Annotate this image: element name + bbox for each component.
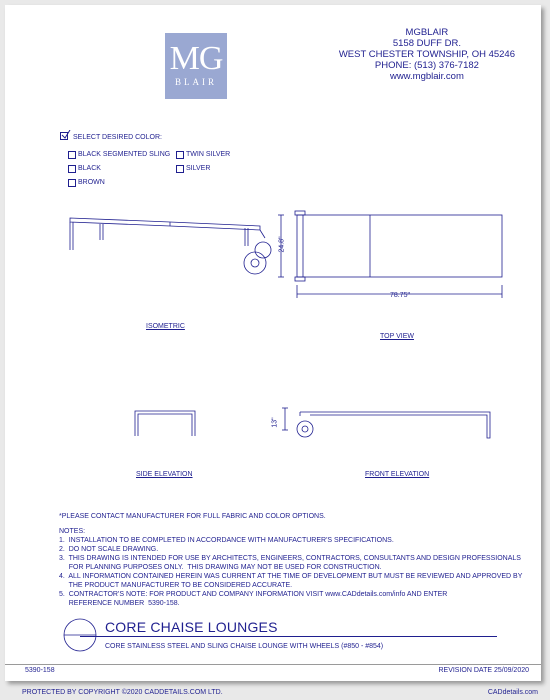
color-heading: SELECT DESIRED COLOR: <box>73 134 162 141</box>
checkbox-black[interactable] <box>68 165 76 173</box>
logo-subtext: BLAIR <box>175 77 217 87</box>
note-line: THE PRODUCT MANUFACTURER TO BE CONSIDERED ACCURATE. <box>59 582 293 589</box>
title-rule <box>80 636 497 637</box>
bottom-border <box>5 664 541 665</box>
contact-note: *PLEASE CONTACT MANUFACTURER FOR FULL FABRIC AND COLOR OPTIONS. <box>59 513 326 520</box>
option-label: BLACK SEGMENTED SLING <box>78 151 171 158</box>
copyright-text: PROTECTED BY COPYRIGHT ©2020 CADDETAILS.COM LTD. <box>22 689 223 696</box>
isometric-label: ISOMETRIC <box>146 323 185 330</box>
footer-site-link[interactable]: CADdetails.com <box>487 689 538 696</box>
note-line: REFERENCE NUMBER 5390-158. <box>59 600 180 607</box>
reference-number: 5390-158 <box>25 667 55 674</box>
front-elevation-label: FRONT ELEVATION <box>365 471 430 478</box>
checkbox-twin-silver[interactable] <box>176 151 184 159</box>
checkbox-silver[interactable] <box>176 165 184 173</box>
checkmark-icon <box>60 130 70 140</box>
top-view-label: TOP VIEW <box>380 333 414 340</box>
drawing-subtitle: CORE STAINLESS STEEL AND SLING CHAISE LOUNGE WITH WHEELS (#850 - #854) <box>105 643 384 650</box>
company-name: MGBLAIR <box>405 27 449 38</box>
company-website[interactable]: www.mgblair.com <box>389 71 464 82</box>
isometric-drawing <box>60 210 275 285</box>
length-dimension: 78.75" <box>390 292 411 299</box>
company-phone: PHONE: (513) 376-7182 <box>374 60 479 71</box>
option-label: SILVER <box>186 165 211 172</box>
company-info <box>339 27 515 82</box>
note-line: FOR PLANNING PURPOSES ONLY. THIS DRAWING MAY NOT BE USED FOR CONSTRUCTION. <box>59 564 382 571</box>
option-label: BLACK <box>78 165 101 172</box>
revision-date: REVISION DATE 25/09/2020 <box>438 667 529 674</box>
company-address: 5158 DUFF DR. <box>392 38 461 49</box>
note-line: 3. THIS DRAWING IS INTENDED FOR USE BY ARCHITECTS, ENGINEERS, CONTRACTORS, CONSULTANTS AND DESIGN PROFESSIONALS <box>59 555 521 562</box>
notes-block <box>59 527 522 608</box>
height-dimension: 13" <box>271 417 279 428</box>
note-line: 4. ALL INFORMATION CONTAINED HEREIN WAS CURRENT AT THE TIME OF DEVELOPMENT BUT MUST BE REVIEWED AND APPROVED BY <box>59 573 523 580</box>
checkbox-brown[interactable] <box>68 179 76 187</box>
checkbox-black-segmented-sling[interactable] <box>68 151 76 159</box>
notes-heading: NOTES: <box>59 528 86 535</box>
logo-mark: MG <box>169 40 223 77</box>
drawing-title: CORE CHAISE LOUNGES <box>105 619 278 635</box>
width-dimension: 24.8" <box>278 236 286 253</box>
top-view-drawing <box>275 205 515 305</box>
option-label: BROWN <box>78 179 105 186</box>
note-line: 2. DO NOT SCALE DRAWING. <box>59 546 159 553</box>
company-logo <box>165 33 227 99</box>
side-elevation-label: SIDE ELEVATION <box>136 471 193 478</box>
note-line: 5. CONTRACTOR'S NOTE: FOR PRODUCT AND COMPANY INFORMATION VISIT www.CADdetails.com/info AND ENTER <box>59 591 448 598</box>
drawing-sheet <box>5 5 541 681</box>
company-city: WEST CHESTER TOWNSHIP, OH 45246 <box>338 49 515 60</box>
front-elevation-drawing <box>270 400 505 445</box>
note-line: 1. INSTALLATION TO BE COMPLETED IN ACCORDANCE WITH MANUFACTURER'S SPECIFICATIONS. <box>59 537 394 544</box>
side-elevation-drawing <box>130 403 205 443</box>
check-icon <box>61 130 71 140</box>
option-label: TWIN SILVER <box>186 151 231 158</box>
